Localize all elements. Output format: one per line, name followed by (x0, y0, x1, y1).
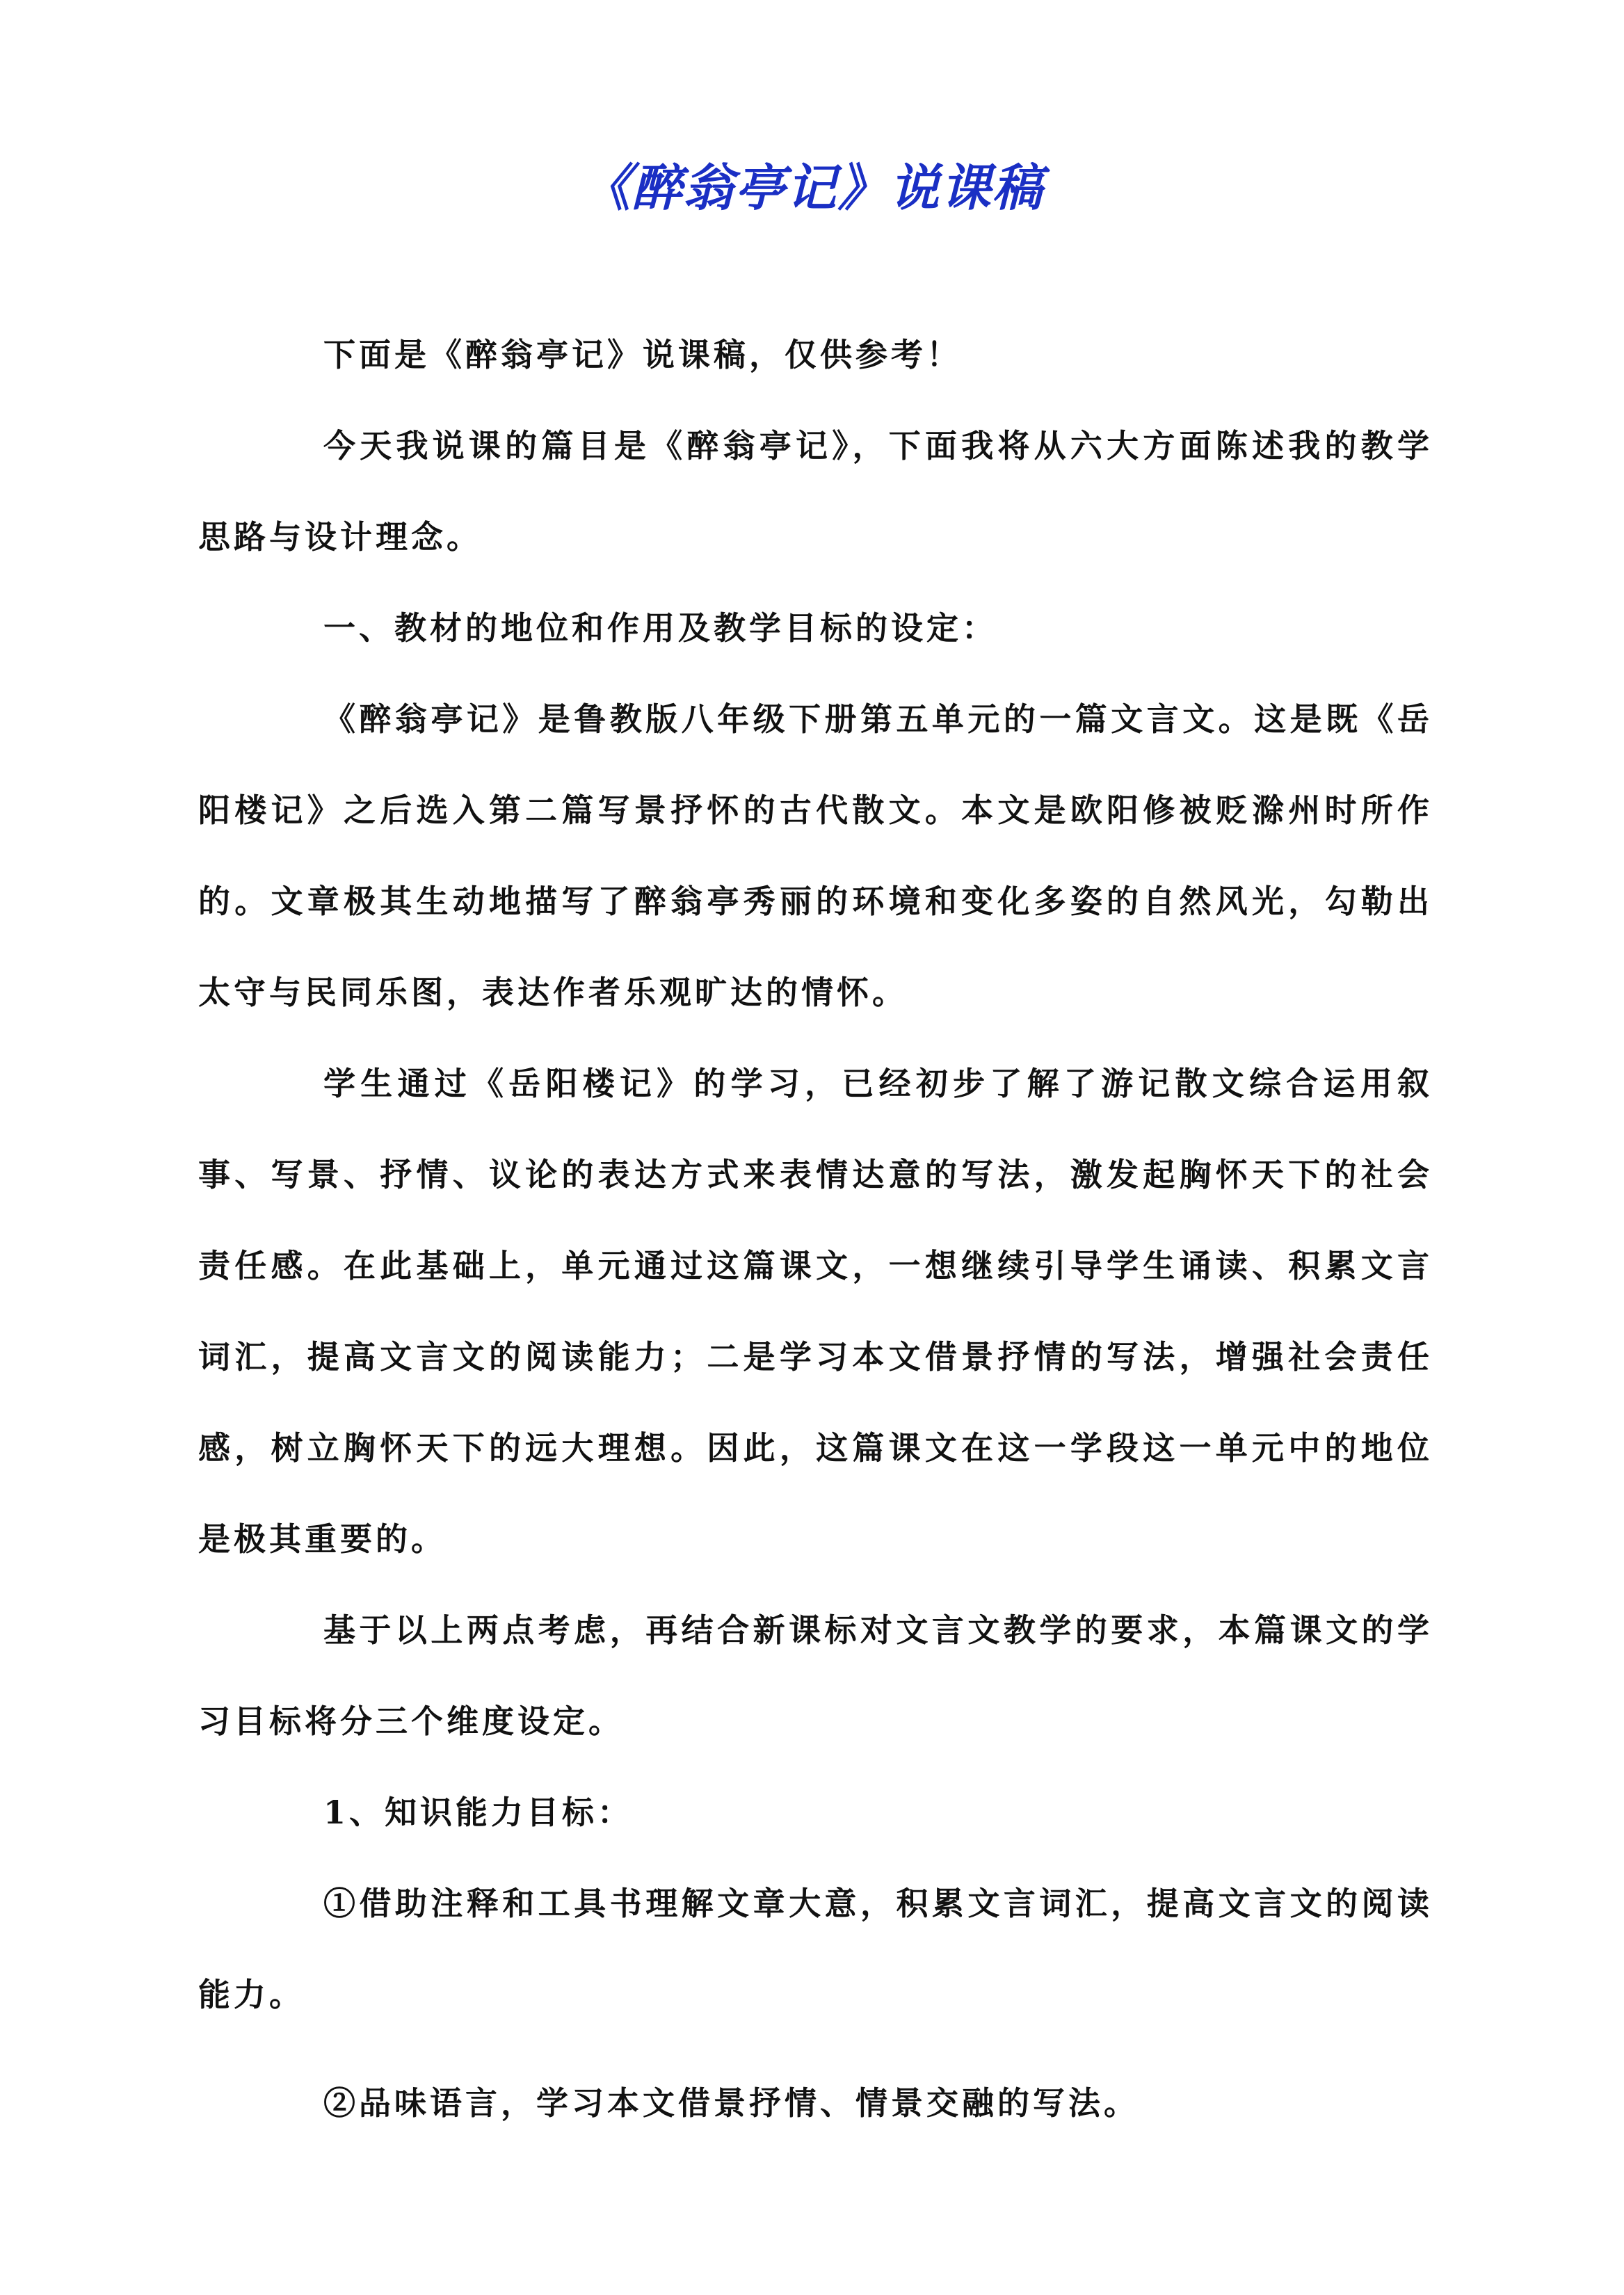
paragraph-goal-dimensions: 基于以上两点考虑，再结合新课标对文言文教学的要求，本篇课文的学习目标将分三个维度设定。 (198, 1611, 1433, 1740)
section-heading-1: 一、教材的地位和作用及教学目标的设定： (323, 609, 997, 647)
document-body (198, 309, 1433, 2149)
document-title: 《醉翁亭记》说课稿 (580, 158, 1044, 217)
paragraph-student-background: 学生通过《岳阳楼记》的学习，已经初步了解了游记散文综合运用叙事、写景、抒情、议论的表达方式来表情达意的写法，激发起胸怀天下的社会责任感。在此基础上，单元通过这篇课文，一想继续引导学生诵读、积累文言词汇，提高文言文的阅读能力；二是学习本文借景抒情的写法，增强社会责任感，树立胸怀天下的远大理想。因此，这篇课文在这一学段这一单元中的地位是极其重要的。 (198, 1065, 1433, 1558)
goal-item-1: ①借助注释和工具书理解文章大意，积累文言词汇，提高文言文的阅读能力。 (198, 1885, 1433, 2013)
paragraph-overview: 今天我说课的篇目是《醉翁亭记》，下面我将从六大方面陈述我的教学思路与设计理念。 (198, 427, 1433, 556)
goal-item-2: ②品味语言，学习本文借景抒情、情景交融的写法。 (323, 2084, 1139, 2122)
paragraph-intro: 下面是《醉翁亭记》说课稿，仅供参考！ (323, 336, 962, 373)
subheading-knowledge-goals: 1、知识能力目标： (323, 1794, 634, 1831)
paragraph-text-position: 《醉翁亭记》是鲁教版八年级下册第五单元的一篇文言文。这是既《岳阳楼记》之后选入第二篇写景抒怀的古代散文。本文是欧阳修被贬滁州时所作的。文章极其生动地描写了醉翁亭秀丽的环境和变化多姿的自然风光，勾勒出太守与民同乐图，表达作者乐观旷达的情怀。 (198, 700, 1433, 1011)
